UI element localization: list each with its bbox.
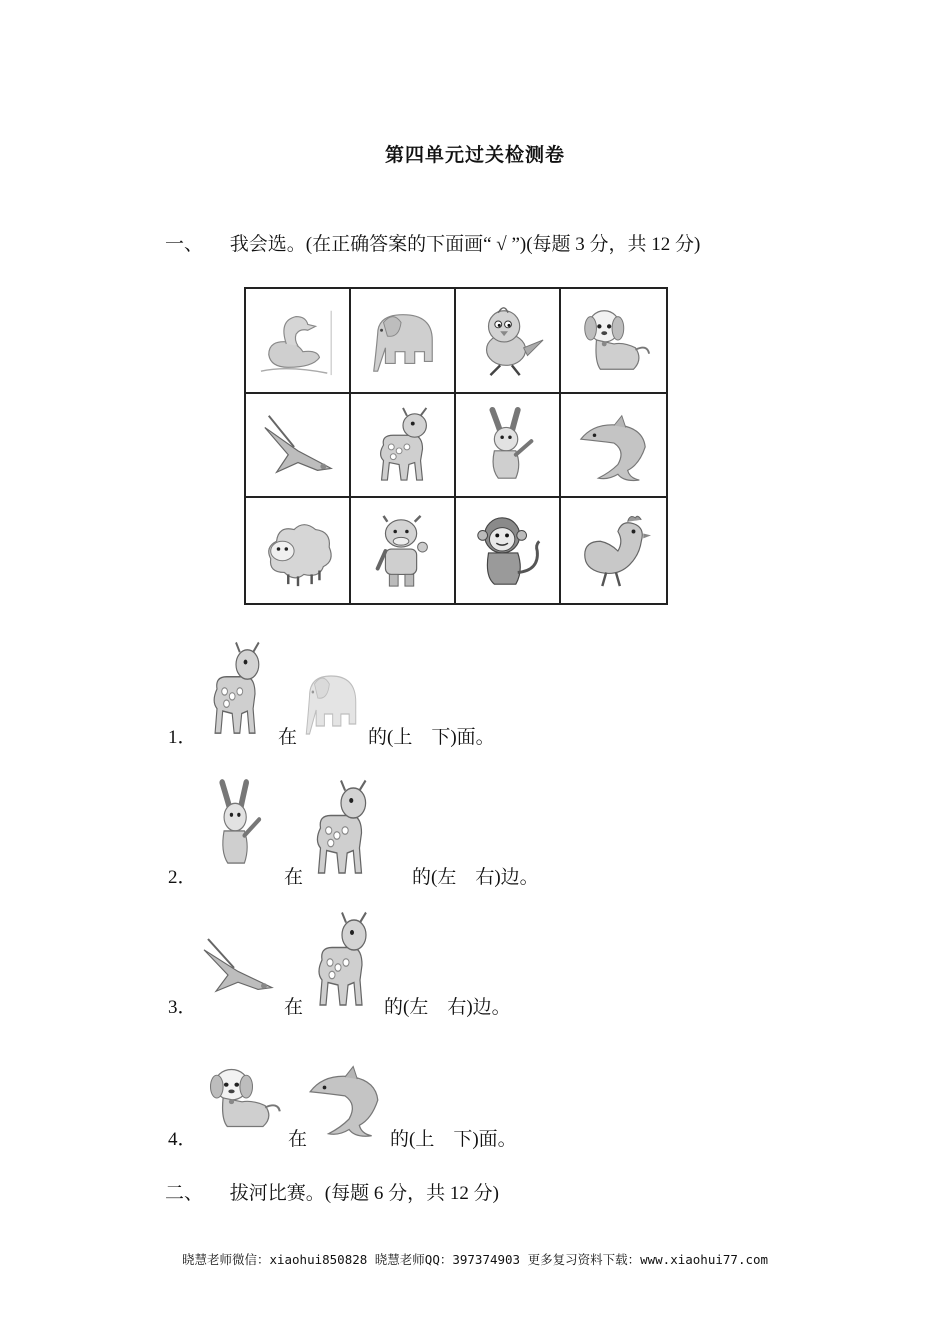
- elephant-icon: [351, 289, 456, 394]
- page-title: 第四单元过关检测卷: [384, 145, 565, 166]
- question-2-word: 在: [284, 867, 304, 888]
- question-3-number: 3．: [168, 997, 197, 1018]
- question-3-choice: 的(左 右)边。: [384, 997, 511, 1018]
- section-1-heading: [165, 229, 700, 256]
- q1-deer-icon: [198, 640, 274, 738]
- question-1-word: 在: [278, 727, 298, 748]
- cow-icon: [351, 498, 456, 603]
- question-1-choice: 的(上 下)面。: [368, 727, 495, 748]
- section-2-heading: [165, 1178, 499, 1205]
- page-footer: 晓慧老师微信：xiaohui850828 晓慧老师QQ：397374903 更多复习资料下载：www.xiaohui77.com: [181, 1252, 769, 1267]
- deer-icon: [351, 394, 456, 499]
- question-4-number: 4．: [168, 1129, 197, 1150]
- q3-swallow-icon: [198, 930, 278, 1002]
- chicken-icon: [561, 498, 666, 603]
- section-2-instructions: 拔河比赛。(每题 6 分，共 12 分): [229, 1183, 499, 1204]
- q2-deer-icon: [300, 778, 382, 878]
- section-2-number: 二、: [165, 1183, 204, 1204]
- bird-icon: [456, 289, 561, 394]
- question-2-number: 2．: [168, 867, 197, 888]
- question-2-choice: 的(左 右)边。: [412, 867, 539, 888]
- section-1-number: 一、: [165, 234, 204, 255]
- section-1-instructions: 我会选。(在正确答案的下面画“ √ ”)(每题 3 分，共 12 分): [229, 234, 701, 255]
- dolphin-icon: [561, 394, 666, 499]
- q4-puppy-icon: [200, 1060, 284, 1136]
- q3-deer-icon: [302, 910, 382, 1010]
- monkey-icon: [456, 498, 561, 603]
- question-4-word: 在: [288, 1129, 308, 1150]
- q1-elephant-icon: [298, 662, 364, 742]
- q4-dolphin-icon: [304, 1056, 386, 1140]
- question-1-number: 1．: [168, 727, 197, 748]
- question-3-word: 在: [284, 997, 304, 1018]
- rabbit-icon: [456, 394, 561, 499]
- animal-grid: [244, 287, 668, 605]
- q2-rabbit-icon: [200, 778, 274, 870]
- puppy-icon: [561, 289, 666, 394]
- goose-icon: [246, 289, 351, 394]
- sheep-icon: [246, 498, 351, 603]
- question-4-choice: 的(上 下)面。: [390, 1129, 517, 1150]
- swallow-icon: [246, 394, 351, 499]
